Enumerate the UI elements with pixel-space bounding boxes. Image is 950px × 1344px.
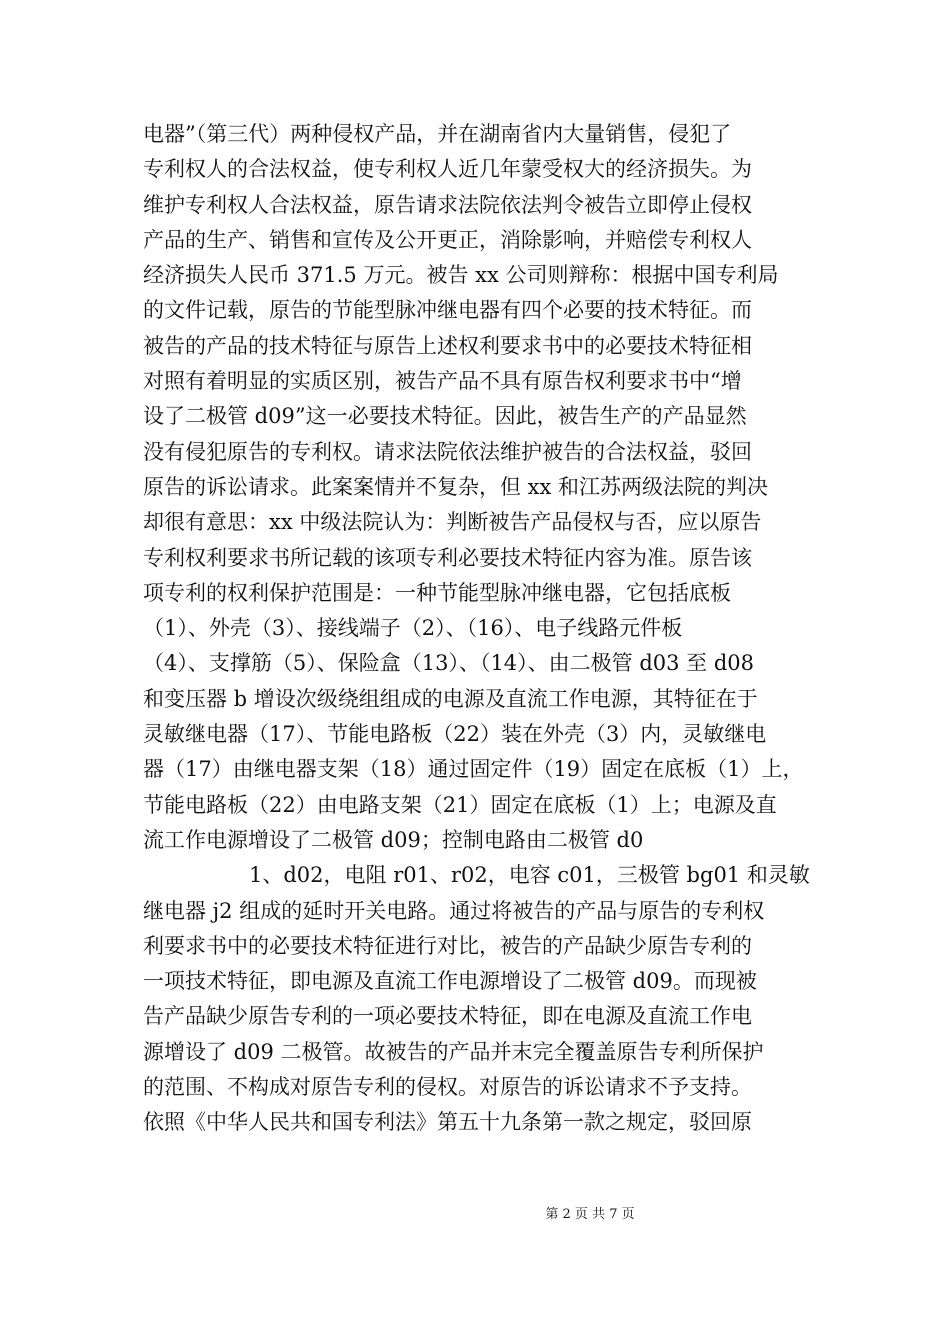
text-line: 经济损失人民币 371.5 万元。被告 xx 公司则辩称：根据中国专利局	[143, 263, 779, 288]
text-line: 设了二极管 d09”这一必要技术特征。因此，被告生产的产品显然	[143, 404, 747, 429]
page-number: 第 2 页 共 7 页	[545, 1207, 635, 1222]
text-line: 专利权利要求书所记载的该项专利必要技术特征内容为准。原告该	[143, 545, 752, 570]
text-line: 继电器 j2 组成的延时开关电路。通过将被告的产品与原告的专利权	[143, 898, 765, 923]
text-line: 节能电路板（22）由电路支架（21）固定在底板（1）上；电源及直	[143, 792, 777, 817]
text-line: 流工作电源增设了二极管 d09；控制电路由二极管 d0	[143, 827, 644, 852]
text-line: 却很有意思：xx 中级法院认为：判断被告产品侵权与否，应以原告	[143, 510, 762, 535]
text-line: 被告的产品的技术特征与原告上述权利要求书中的必要技术特征相	[143, 333, 752, 358]
text-line: 源增设了 d09 二极管。故被告的产品并末完全覆盖原告专利所保护	[143, 1039, 764, 1064]
text-line: 和变压器 b 增设次级绕组组成的电源及直流工作电源，其特征在于	[143, 686, 758, 711]
text-line: 的文件记载，原告的节能型脉冲继电器有四个必要的技术特征。而	[143, 298, 752, 323]
text-line: 一项技术特征，即电源及直流工作电源增设了二极管 d09。而现被	[143, 969, 757, 994]
text-line: 依照《中华人民共和国专利法》第五十九条第一款之规定，驳回原	[143, 1110, 752, 1135]
body-text	[143, 117, 823, 1141]
text-line: （1）、外壳（3）、接线端子（2）、（16）、电子线路元件板	[143, 616, 683, 641]
page-footer	[0, 1203, 950, 1222]
text-line: 的范围、不构成对原告专利的侵权。对原告的诉讼请求不予支持。	[143, 1075, 752, 1100]
text-line: 原告的诉讼请求。此案案情并不复杂，但 xx 和江苏两级法院的判决	[143, 474, 769, 499]
text-line: 灵敏继电器（17）、节能电路板（22）装在外壳（3）内，灵敏继电	[143, 722, 767, 747]
text-line: 器（17）由继电器支架（18）通过固定件（19）固定在底板（1）上，	[143, 757, 804, 782]
text-line: 利要求书中的必要技术特征进行对比，被告的产品缺少原告专利的	[143, 933, 752, 958]
text-line: 专利权人的合法权益，使专利权人近几年蒙受权大的经济损失。为	[143, 157, 752, 182]
text-line: 对照有着明显的实质区别，被告产品不具有原告权利要求书中“增	[143, 369, 742, 394]
text-line: 产品的生产、销售和宣传及公开更正，消除影响，并赔偿专利权人	[143, 227, 752, 252]
text-line: 告产品缺少原告专利的一项必要技术特征，即在电源及直流工作电	[143, 1004, 752, 1029]
text-line: （4）、支撑筋（5）、保险盒（13）、（14）、由二极管 d03 至 d08	[143, 651, 755, 676]
text-line: 维护专利权人合法权益，原告请求法院依法判令被告立即停止侵权	[143, 192, 752, 217]
text-line: 没有侵犯原告的专利权。请求法院依法维护被告的合法权益，驳回	[143, 439, 752, 464]
text-line-indented: 1、d02，电阻 r01、r02，电容 c01，三极管 bg01 和灵敏	[249, 863, 810, 888]
text-line: 电器”（第三代）两种侵权产品，并在湖南省内大量销售，侵犯了	[143, 122, 732, 146]
text-line: 项专利的权利保护范围是：一种节能型脉冲继电器，它包括底板	[143, 580, 731, 605]
